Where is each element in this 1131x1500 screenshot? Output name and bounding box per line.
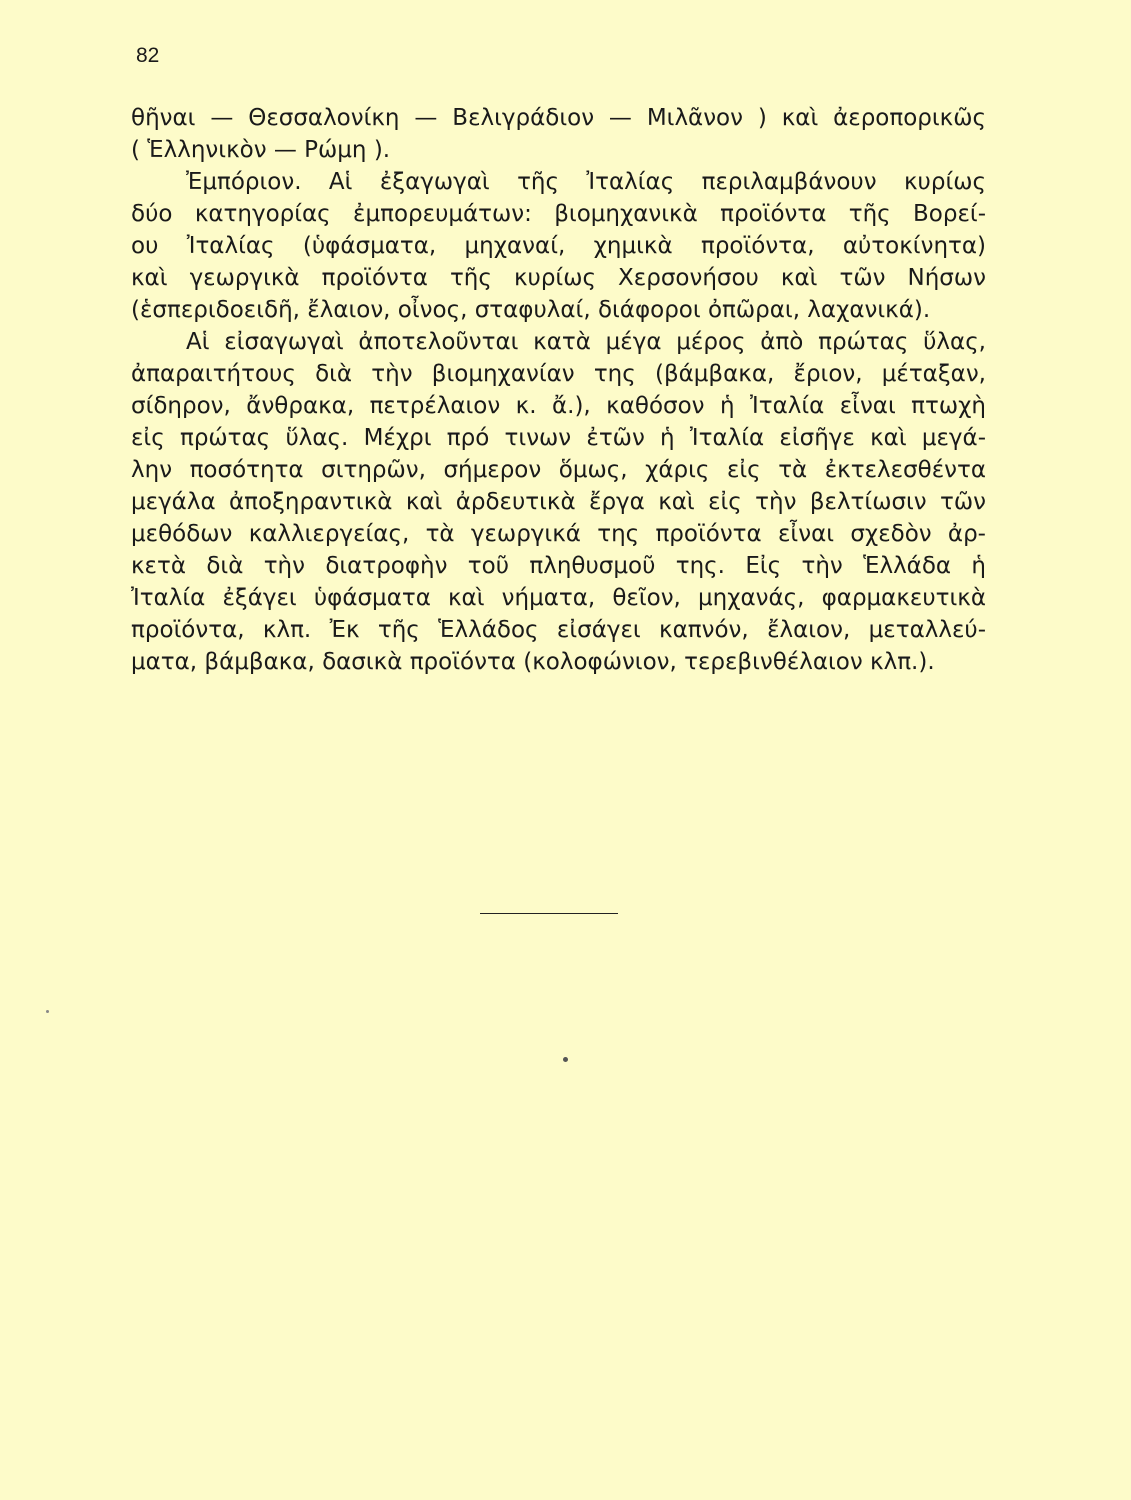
text-line: μεθόδων καλλιεργείας, τὰ γεωργικά της προϊόντα εἶναι σχεδὸν ἀρ- xyxy=(131,521,986,547)
text-line: λην ποσότητα σιτηρῶν, σήμερον ὅμως, χάρις εἰς τὰ ἐκτελεσθέντα xyxy=(131,457,986,483)
text-line: (ἑσπεριδοειδῆ, ἔλαιον, οἶνος, σταφυλαί, διάφοροι ὀπῶραι, λαχανικά). xyxy=(131,297,931,323)
text-line: κετὰ διὰ τὴν διατροφὴν τοῦ πληθυσμοῦ της. Εἰς τὴν Ἑλλάδα ἡ xyxy=(131,553,986,579)
text-line: προϊόντα, κλπ. Ἐκ τῆς Ἑλλάδος εἰσάγει καπνόν, ἔλαιον, μεταλλεύ- xyxy=(131,617,986,643)
text-line: ἀπαραιτήτους διὰ τὴν βιομηχανίαν της (βάμβακα, ἔριον, μέταξαν, xyxy=(131,361,986,387)
text-line: δύο κατηγορίας ἐμπορευμάτων: βιομηχανικὰ προϊόντα τῆς Βορεί- xyxy=(131,201,986,227)
text-line: σίδηρον, ἄνθρακα, πετρέλαιον κ. ἄ.), καθόσον ἡ Ἰταλία εἶναι πτωχὴ xyxy=(131,393,986,419)
text-line: ματα, βάμβακα, δασικὰ προϊόντα (κολοφώνιον, τερεβινθέλαιον κλπ.). xyxy=(131,649,935,675)
text-line: μεγάλα ἀποξηραντικὰ καὶ ἀρδευτικὰ ἔργα καὶ εἰς τὴν βελτίωσιν τῶν xyxy=(131,489,986,515)
text-line: θῆναι — Θεσσαλονίκη — Βελιγράδιον — Μιλᾶνον ) καὶ ἀεροπορικῶς xyxy=(131,105,986,131)
text-line: Ἐμπόριον. Αἱ ἐξαγωγαὶ τῆς Ἰταλίας περιλαμβάνουν κυρίως xyxy=(186,169,986,195)
text-line: Ἰταλία ἐξάγει ὑφάσματα καὶ νήματα, θεῖον, μηχανάς, φαρμακευτικὰ xyxy=(131,585,986,611)
text-line: Αἱ εἰσαγωγαὶ ἀποτελοῦνται κατὰ μέγα μέρος ἀπὸ πρώτας ὕλας, xyxy=(186,329,986,355)
ink-speck xyxy=(563,1057,568,1062)
section-separator xyxy=(480,913,618,914)
text-line: ( Ἑλληνικὸν — Ρώμη ). xyxy=(131,137,391,163)
text-line: εἰς πρώτας ὕλας. Μέχρι πρό τινων ἐτῶν ἡ Ἰταλία εἰσῆγε καὶ μεγά- xyxy=(131,425,986,451)
page-number: 82 xyxy=(136,44,160,67)
text-line: ου Ἰταλίας (ὑφάσματα, μηχαναί, χημικὰ προϊόντα, αὐτοκίνητα) xyxy=(131,233,986,259)
body-text xyxy=(131,102,986,678)
ink-speck xyxy=(46,1010,49,1013)
text-line: καὶ γεωργικὰ προϊόντα τῆς κυρίως Χερσονήσου καὶ τῶν Νήσων xyxy=(131,265,986,291)
